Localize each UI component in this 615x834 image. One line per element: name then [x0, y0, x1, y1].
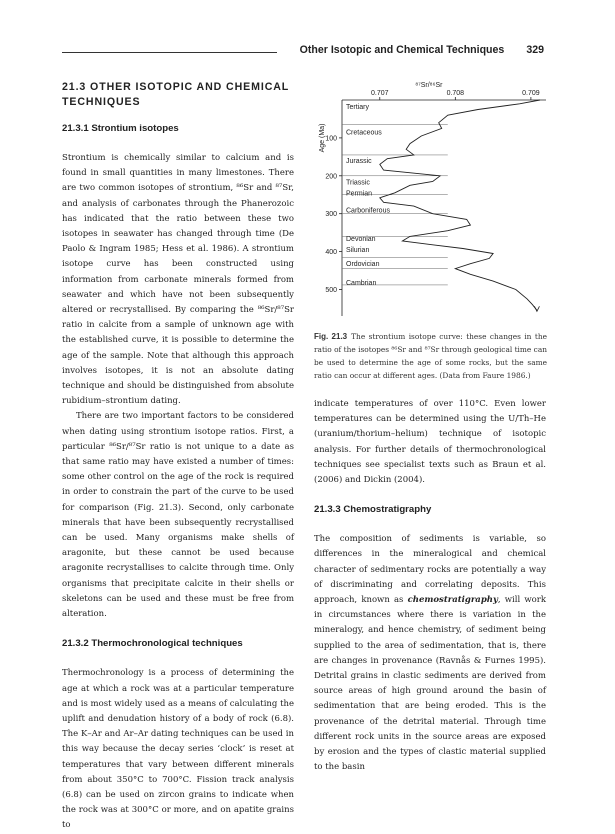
paragraph-thermochronology-cont: indicate temperatures of over 110°C. Even lower temperatures can be determined using the U/Th–He (uranium/thorium–helium) technique of isotopic analysis. For further details of thermochronological techniques see specialist texts such as Braun et al. (2006) and Dickin (2004).	[314, 399, 546, 486]
period-label-permian: Permian	[346, 190, 373, 198]
y-axis-title: Age (Ma)	[319, 123, 326, 153]
figure-caption-text: The strontium isotope curve: these changes in the ratio of the isotopes ⁸⁶Sr and ⁸⁷Sr through geological time can be used to determine the age of some rocks, but the same ratio can occur at different ages. (Data from Faure 1986.)	[314, 332, 547, 380]
paragraph-strontium-factors: There are two important factors to be considered when dating using strontium isotope ratios. First, a particular ⁸⁶Sr/⁸⁷Sr ratio is not unique to a date as that same ratio may have existed a number of times: some other control on the age of the rock is required in order to constrain the part of the curve to be used for comparison (Fig. 21.3). Second, only carbonate minerals that have been subsequently recrystallised can be used. Many organisms make shells of aragonite, but these cannot be used because aragonite recrystallises to calcite through time. Only organisms that precipitate calcite in their shells or skeletons can be used and these must be free from alteration.	[62, 411, 294, 620]
y-tick-label: 500	[325, 286, 337, 294]
paragraph-chemostratigraphy	[314, 532, 546, 775]
x-tick-label: 0.708	[446, 90, 465, 97]
figure-label: Fig. 21.3	[314, 332, 348, 341]
period-label-cretaceous: Cretaceous	[346, 129, 382, 137]
running-head	[300, 44, 544, 56]
paragraph-thermochronology: Thermochronology is a process of determining the age at which a rock was at a particular temperature and is most widely used as a means of calculating the uplift and denudation history of a body of rock (6.8). The K–Ar and Ar–Ar dating techniques can be used in this way because the decay series ‘clock’ is reset at temperatures that vary between different minerals from about 350°C to 700°C. Fission track analysis (6.8) can be used on zircon grains to indicate when the rock was at 300°C or more, and on apatite grains to	[62, 668, 294, 831]
period-label-devonian: Devonian	[346, 235, 376, 243]
page-number: 329	[526, 44, 544, 56]
subsection-title-thermochronology: 21.3.2 Thermochronological techniques	[62, 638, 243, 650]
right-column	[314, 397, 546, 775]
chemostrat-text-b: , will work in circumstances where there is variation in the mineralogy, and hence chemistry, of sediment being supplied to the area of sedimentation, that is, there are changes in provenance (Ravnås & Furnes 1995). Detrital grains in clastic sediments are derived from source areas of high ground around the basin of sedimentation that are being eroded. This is the provenance of the detrital material. Through time different rock units in the source areas are exposed by erosion and the types of clastic material supplied to the basin	[314, 595, 546, 773]
y-tick-label: 400	[325, 249, 337, 257]
subsection-title-strontium: 21.3.1 Strontium isotopes	[62, 123, 179, 134]
section-title: 21.3 OTHER ISOTOPIC AND CHEMICAL TECHNIQUES	[62, 81, 289, 108]
strontium-chart	[314, 78, 554, 328]
left-column	[62, 80, 294, 834]
x-tick-label: 0.709	[522, 90, 540, 97]
chemostratigraphy-term: chemostratigraphy	[407, 595, 498, 606]
period-label-cambrian: Cambrian	[346, 280, 377, 288]
period-label-jurassic: Jurassic	[346, 158, 372, 166]
period-label-tertiary: Tertiary	[346, 103, 369, 111]
header-rule	[62, 52, 277, 53]
subsection-title-chemostratigraphy: 21.3.3 Chemostratigraphy	[314, 504, 432, 516]
x-axis-title: ⁸⁷Sr/⁸⁶Sr	[415, 82, 443, 89]
figure-caption	[314, 330, 547, 382]
strontium-curve-figure	[314, 78, 554, 328]
period-label-triassic: Triassic	[346, 179, 370, 187]
period-label-silurian: Silurian	[346, 247, 370, 255]
y-tick-label: 300	[325, 211, 337, 219]
paragraph-strontium-intro: Strontium is chemically similar to calcium and is found in small quantities in many limestones. There are two common isotopes of strontium, ⁸⁶Sr and ⁸⁷Sr, and analysis of carbonates through the Phanerozoic has indicated that the ratio between these two isotopes in seawater has changed through time (De Paolo & Ingram 1985; Hess et al. 1986). A strontium isotope curve has been constructed using information from carbonate minerals formed from seawater and which have not been subsequently altered or recrystallised. By comparing the ⁸⁶Sr/⁸⁷Sr ratio in calcite from a sample of unknown age with the established curve, it is possible to determine the age of the sample. Note that although this approach involves isotopes, it is not an absolute dating technique and should be distinguished from absolute rubidium–strontium dating.	[62, 153, 294, 407]
chemostrat-text-a: The composition of sediments is variable, so differences in the mineralogical and chemical character of sedimentary rocks are potentially a way of discriminating and correlating deposits. This approach, known as	[314, 534, 546, 606]
y-tick-label: 200	[325, 173, 337, 181]
period-label-ordovician: Ordovician	[346, 261, 380, 269]
x-tick-label: 0.707	[371, 90, 389, 97]
y-tick-label: 100	[325, 135, 337, 143]
period-label-carboniferous: Carboniferous	[346, 207, 390, 215]
running-head-title: Other Isotopic and Chemical Techniques	[299, 44, 505, 56]
strontium-curve-line	[380, 100, 540, 310]
